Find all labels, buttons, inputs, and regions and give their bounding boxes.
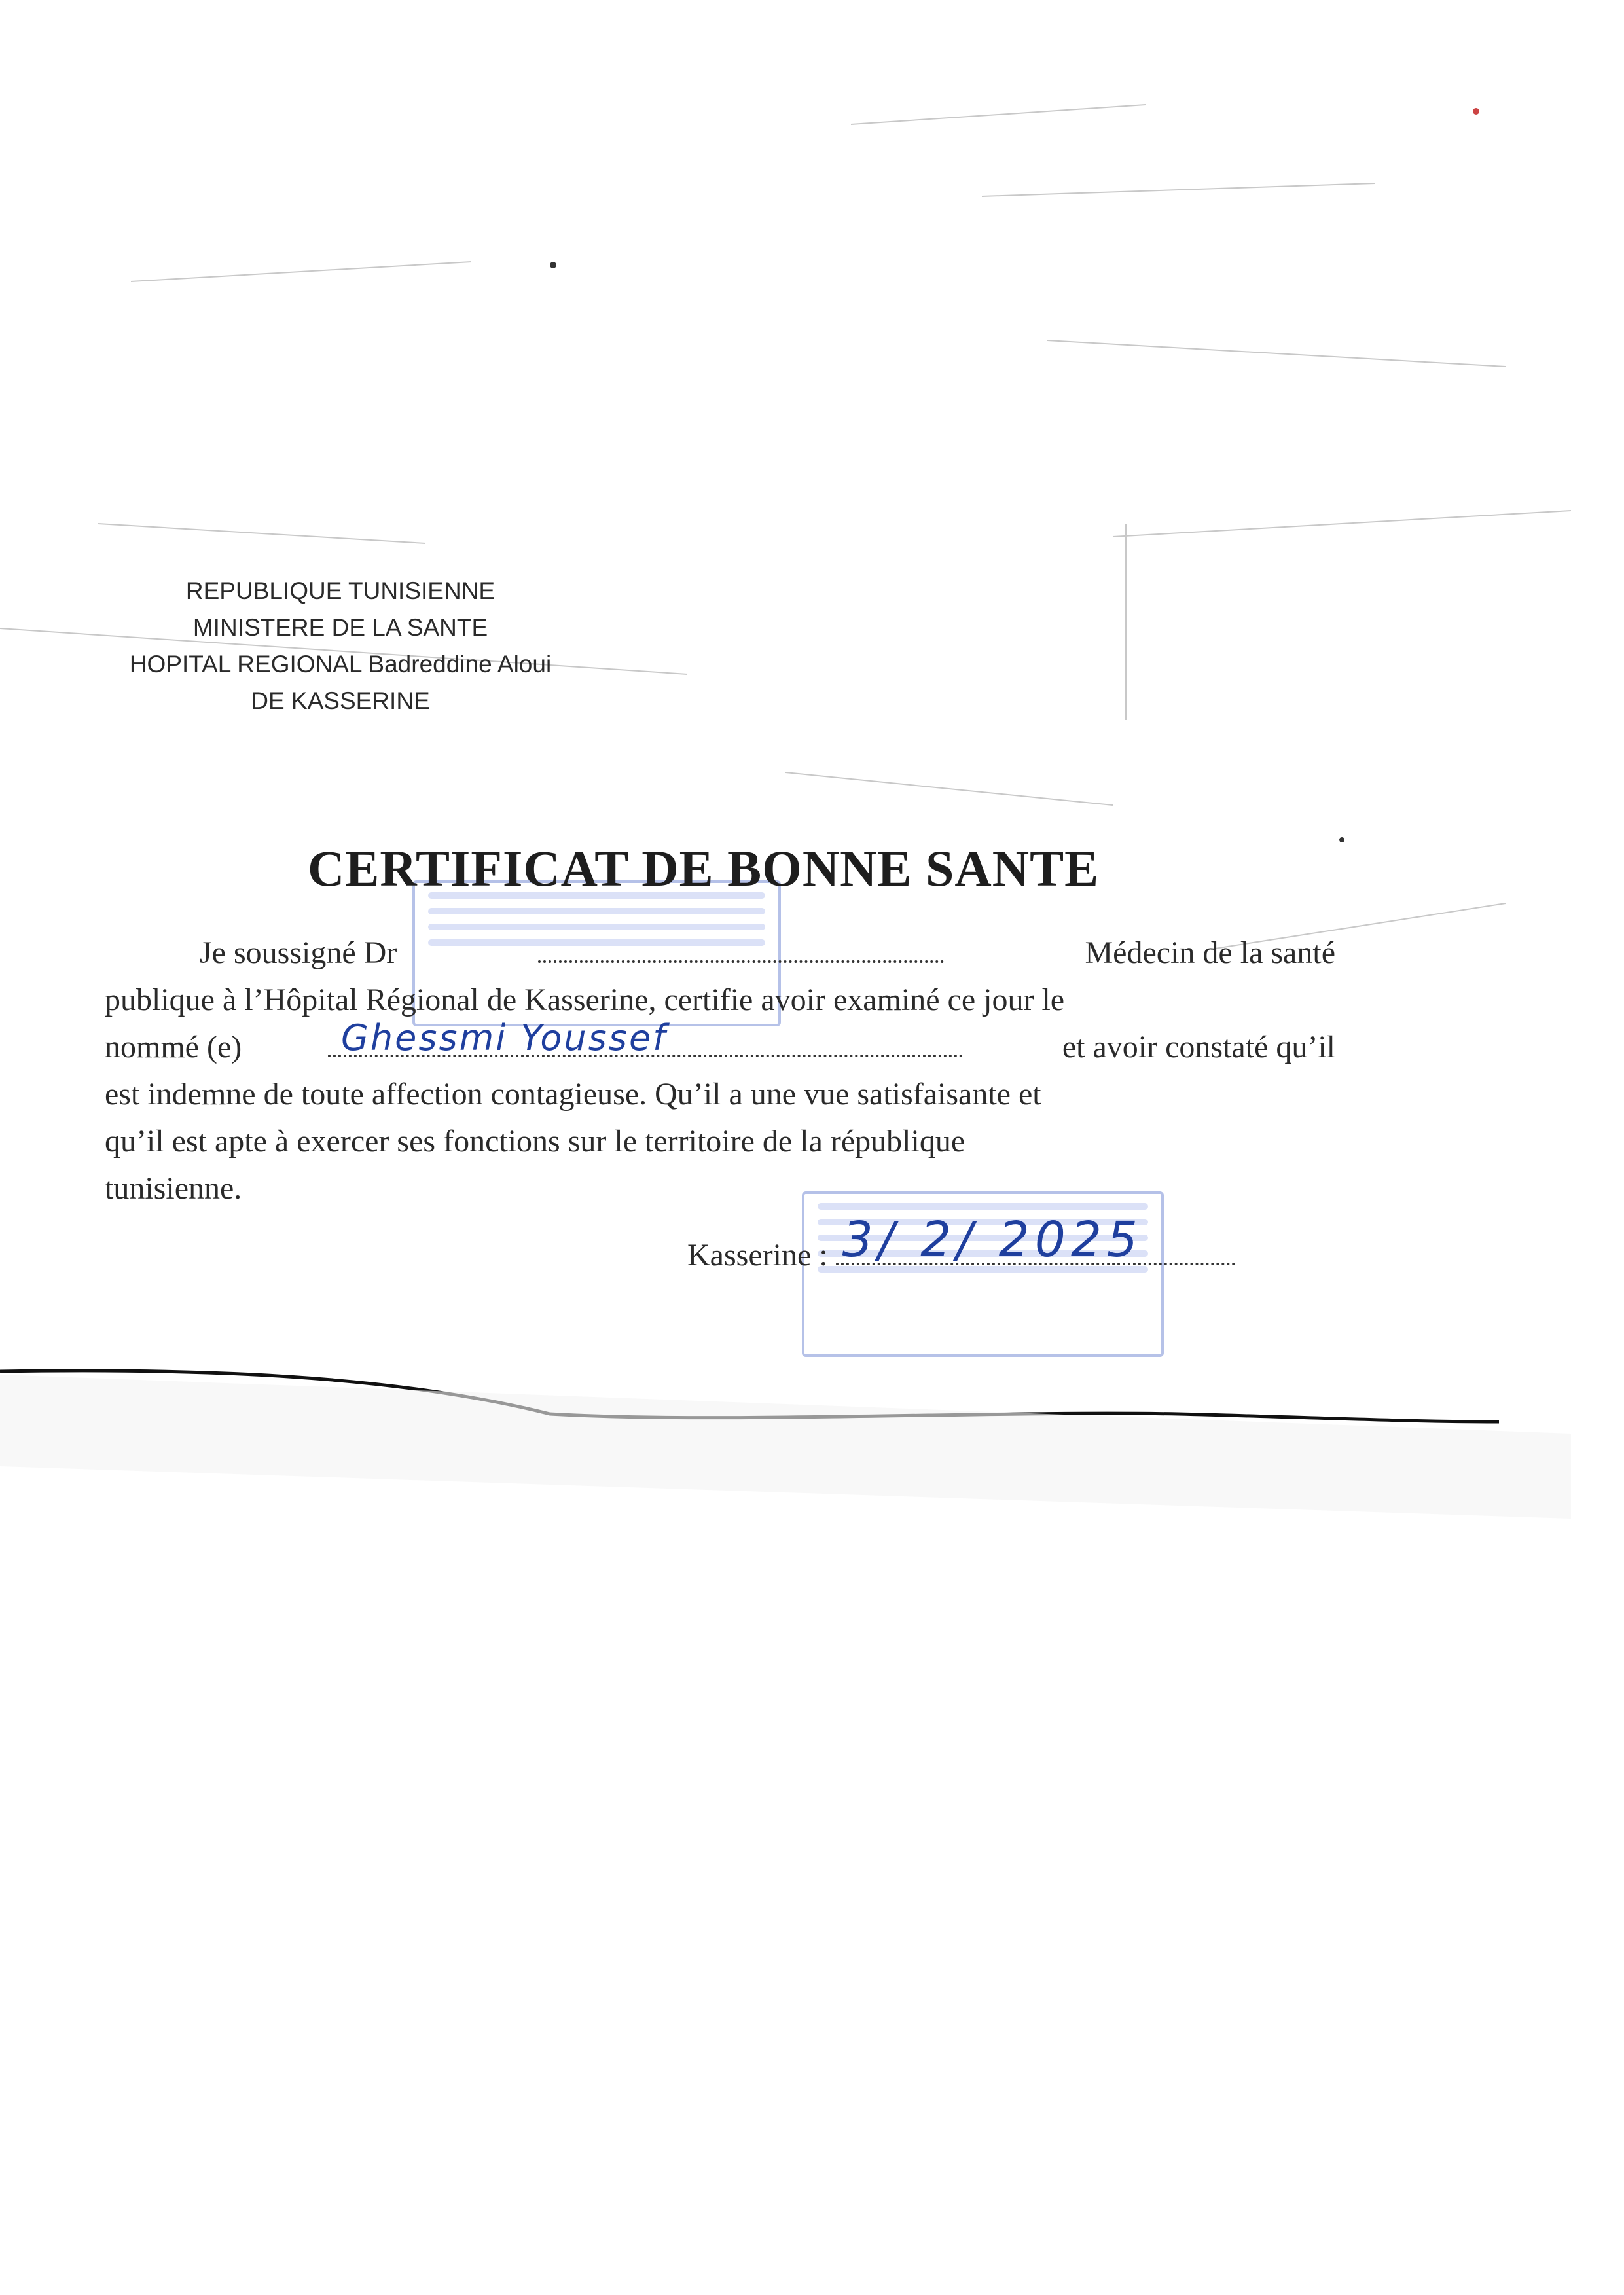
header-line-ministry: MINISTERE DE LA SANTE bbox=[192, 614, 488, 641]
date-line bbox=[687, 1212, 1242, 1273]
body-line-2: publique à l’Hôpital Régional de Kasserine, certifie avoir examiné ce jour le bbox=[105, 983, 1065, 1017]
header-line-republic: REPUBLIQUE TUNISIENNE bbox=[185, 577, 496, 604]
body-line-3: nommé (e) Ghessmi Youssef et avoir constaté qu’il bbox=[105, 1024, 1335, 1071]
body-line-5: qu’il est apte à exercer ses fonctions sur le territoire de la république bbox=[105, 1124, 965, 1159]
handwritten-date: 3/ 2/ 2025 bbox=[842, 1212, 1143, 1268]
body-line-6: tunisienne. bbox=[105, 1171, 242, 1206]
certificate-title: CERTIFICAT DE BONNE SANTE bbox=[308, 840, 1100, 897]
body-text-named: nommé (e) bbox=[105, 1030, 242, 1064]
header-line-city: DE KASSERINE bbox=[251, 687, 430, 714]
body-line-1 bbox=[105, 930, 1335, 977]
institution-header bbox=[111, 573, 569, 719]
body-line-4: est indemne de toute affection contagieuse. Qu’il a une vue satisfaisante et bbox=[105, 1077, 1041, 1111]
body-text-doctor-intro: Je soussigné Dr bbox=[200, 935, 397, 970]
header-line-hospital: HOPITAL REGIONAL Badreddine Aloui bbox=[129, 651, 552, 678]
certificate-body bbox=[105, 930, 1335, 1212]
date-field bbox=[836, 1212, 1242, 1273]
body-text-doctor-role: Médecin de la santé bbox=[1085, 935, 1335, 970]
doctor-name-field bbox=[538, 951, 944, 963]
date-label: Kasserine : bbox=[687, 1238, 828, 1273]
handwritten-patient-name: Ghessmi Youssef bbox=[341, 1017, 668, 1058]
